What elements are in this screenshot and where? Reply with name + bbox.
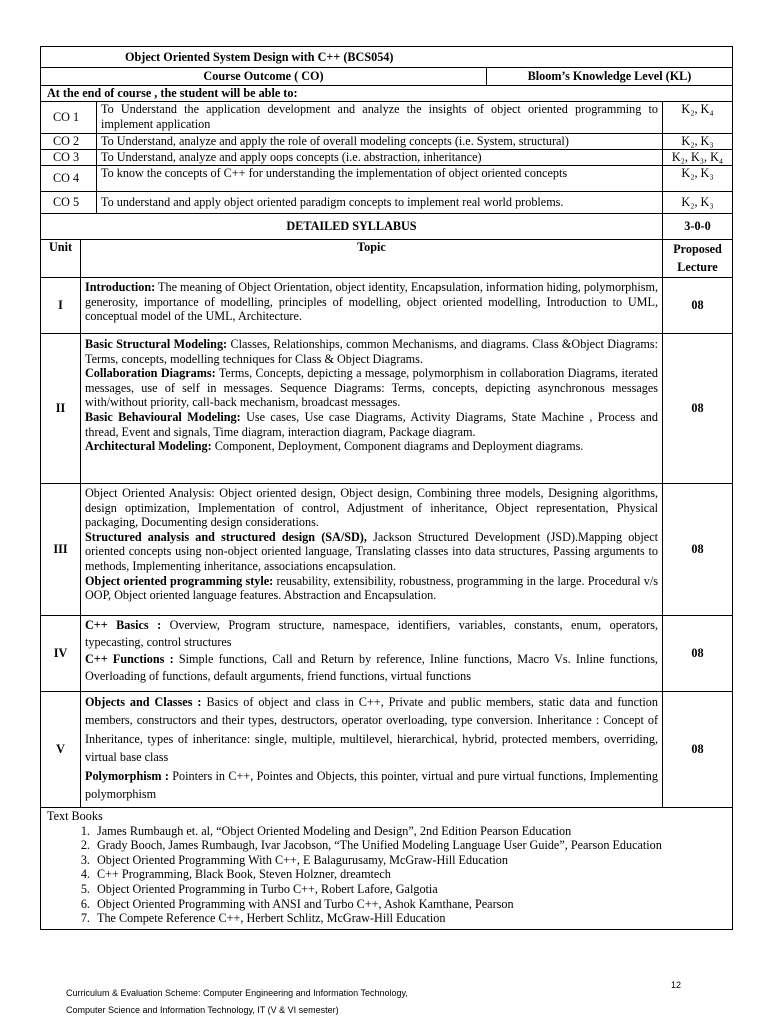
co-id: CO 5 [41, 192, 97, 214]
topic-paragraph [85, 366, 658, 410]
textbooks-section [41, 808, 733, 930]
topic-paragraph [85, 693, 658, 767]
unit-lecture: 08 [663, 278, 733, 334]
textbook-item: 6. Object Oriented Programming with ANSI and Turbo C++, Ashok Kamthane, Pearson [93, 897, 728, 912]
topic-heading: C++ Functions : [85, 652, 174, 666]
topic-paragraph [85, 767, 658, 804]
unit-row [41, 692, 733, 808]
unit-header: Unit [41, 240, 81, 278]
unit-row [41, 278, 733, 334]
topic-text: The meaning of Object Orientation, object identity, Encapsulation, information hiding, polymorphism, generosity, importance of modelling, principles of modelling, object oriented modelling, Introduction to UML, conceptual model of the UML, Architecture. [85, 280, 658, 324]
footer-line: Curriculum & Evaluation Scheme: Computer Engineering and Information Technology, [66, 988, 408, 998]
co-kl: K₂, K₃ [663, 134, 733, 150]
textbook-item: 4. C++ Programming, Black Book, Steven Holzner, dreamtech [93, 867, 728, 882]
textbooks-list [47, 824, 728, 926]
syllabus-table [40, 213, 733, 930]
unit-topic [81, 278, 663, 334]
topic-heading: Architectural Modeling: [85, 439, 212, 454]
topic-text: Simple functions, Call and Return by reference, Inline functions, Macro Vs. Inline functions, Overloading of functions, default arguments, friend functions, virtual functions [85, 652, 658, 683]
textbook-item: 3. Object Oriented Programming With C++, E Balagurusamy, McGraw-Hill Education [93, 853, 728, 868]
topic-text: Component, Deployment, Component diagrams and Deployment diagrams. [211, 439, 584, 454]
topic-text: Object Oriented Analysis: Object oriented design, Object design, Combining three models, Designing algorithms, design optimization, Implementation of control, Adjustment of inheritance, Object representation, Physical packaging, Documenting design considerations. [85, 486, 658, 530]
textbook-item: 5. Object Oriented Programming in Turbo C++, Robert Lafore, Galgotia [93, 882, 728, 897]
co-intro: At the end of course , the student will be able to: [41, 86, 733, 102]
course-outcome-table [40, 46, 733, 214]
unit-row [41, 484, 733, 616]
topic-text: Basics of object and class in C++, Private and public members, static data and function members, constructors and their types, destructors, operator overloading, type conversion. Inheritance : Concept of Inheritance, types of inheritance: single, multiple, multilevel, hierarchical, hybrid, protected members, overriding, virtual base class [85, 695, 658, 765]
co-text: To Understand, analyze and apply oops concepts (i.e. abstraction, inheritance) [97, 150, 663, 166]
lecture-header: Proposed Lecture [663, 240, 733, 278]
co-id: CO 1 [41, 102, 97, 134]
course-title: Object Oriented System Design with C++ (BCS054) [41, 47, 733, 68]
footer-line: Computer Science and Information Technology, IT (V & VI semester) [66, 1005, 339, 1015]
topic-paragraph [85, 439, 658, 454]
co-id: CO 4 [41, 166, 97, 192]
unit-topic [81, 692, 663, 808]
co-text: To understand and apply object oriented paradigm concepts to implement real world problems. [97, 192, 663, 214]
topic-text: Pointers in C++, Pointes and Objects, this pointer, virtual and pure virtual functions, Implementing polymorphism [85, 768, 658, 802]
topic-paragraph [85, 280, 658, 324]
topic-text: Classes, Relationships, common Mechanisms, and diagrams. Class &Object Diagrams: Terms, concepts, modelling techniques for Class & Object Diagrams. [85, 337, 658, 366]
co-row [41, 134, 733, 150]
textbooks-heading: Text Books [47, 809, 103, 823]
textbook-item: 7. The Compete Reference C++, Herbert Schlitz, McGraw-Hill Education [93, 911, 728, 926]
page-footer [66, 985, 408, 1019]
page-number: 12 [671, 980, 682, 990]
co-header: Course Outcome ( CO) [41, 68, 487, 86]
topic-paragraph [85, 337, 658, 366]
topic-heading: Structured analysis and structured design (SA/SD), [85, 529, 367, 544]
topic-heading: Introduction: [85, 280, 156, 294]
unit-number: III [41, 484, 81, 616]
syllabus-page [40, 46, 732, 930]
topic-paragraph [85, 530, 658, 574]
unit-lecture: 08 [663, 616, 733, 692]
kl-header: Bloom’s Knowledge Level (KL) [487, 68, 733, 86]
unit-number: V [41, 692, 81, 808]
topic-heading: Polymorphism : [85, 768, 169, 783]
topic-text: Overview, Program structure, namespace, identifiers, variables, constants, enum, operators, typecasting, control structures [85, 618, 658, 649]
unit-number: I [41, 278, 81, 334]
textbook-item: 2. Grady Booch, James Rumbaugh, Ivar Jacobson, “The Unified Modeling Language User Guide”, Pearson Education [93, 838, 728, 853]
unit-lecture: 08 [663, 334, 733, 484]
co-id: CO 3 [41, 150, 97, 166]
syllabus-title: DETAILED SYLLABUS [41, 214, 663, 240]
topic-paragraph [85, 574, 658, 603]
topic-heading: Basic Behavioural Modeling: [85, 409, 241, 424]
topic-text: Terms, Concepts, depicting a message, polymorphism in collaboration Diagrams, iterated messages, use of self in messages. Sequence Diagrams: Terms, concepts, depicting asynchronous messages with/without priority, call-back mechanism, broadcast messages. [85, 366, 658, 410]
co-kl: K₂, K₃ [663, 166, 733, 192]
co-row [41, 102, 733, 134]
topic-text: reusability, extensibility, robustness, programming in the large. Procedural v/s OOP, Object oriented language features. Abstraction and Encapsulation. [85, 573, 658, 603]
topic-paragraph [85, 410, 658, 439]
textbook-item: 1. James Rumbaugh et. al, “Object Oriented Modeling and Design”, 2nd Edition Pearson Education [93, 824, 728, 839]
co-kl: K₂, K₄ [663, 102, 733, 134]
unit-number: II [41, 334, 81, 484]
unit-number: IV [41, 616, 81, 692]
co-text: To Understand the application development and analyze the insights of object oriented programming to implement application [97, 102, 663, 134]
topic-text: Use cases, Use case Diagrams, Activity Diagrams, State Machine , Process and thread, Event and signals, Time diagram, interaction diagram, Package diagram. [85, 409, 658, 439]
topic-heading: Objects and Classes : [85, 695, 202, 709]
co-id: CO 2 [41, 134, 97, 150]
co-row [41, 166, 733, 192]
topic-heading: Object oriented programming style: [85, 573, 274, 588]
co-row [41, 150, 733, 166]
topic-heading: C++ Basics : [85, 618, 162, 632]
co-text: To know the concepts of C++ for understanding the implementation of object oriented concepts [97, 166, 663, 192]
unit-row [41, 616, 733, 692]
unit-row [41, 334, 733, 484]
topic-heading: Basic Structural Modeling: [85, 337, 228, 351]
unit-lecture: 08 [663, 484, 733, 616]
co-row [41, 192, 733, 214]
unit-topic [81, 484, 663, 616]
topic-heading: Collaboration Diagrams: [85, 366, 216, 381]
topic-paragraph [85, 651, 658, 685]
co-kl: K₂, K₃ [663, 192, 733, 214]
topic-paragraph [85, 486, 658, 530]
unit-topic [81, 334, 663, 484]
topic-paragraph [85, 617, 658, 651]
unit-lecture: 08 [663, 692, 733, 808]
co-kl: K₂, K₃, K₄ [663, 150, 733, 166]
ltp-value: 3-0-0 [663, 214, 733, 240]
co-text: To Understand, analyze and apply the role of overall modeling concepts (i.e. System, structural) [97, 134, 663, 150]
topic-text: Jackson Structured Development (JSD).Mapping object oriented concepts using non-object oriented language, Translating classes into data structures, Passing arguments to methods, Implementing inheritance, associations encapsulation. [85, 529, 658, 573]
topic-header: Topic [81, 240, 663, 278]
unit-topic [81, 616, 663, 692]
